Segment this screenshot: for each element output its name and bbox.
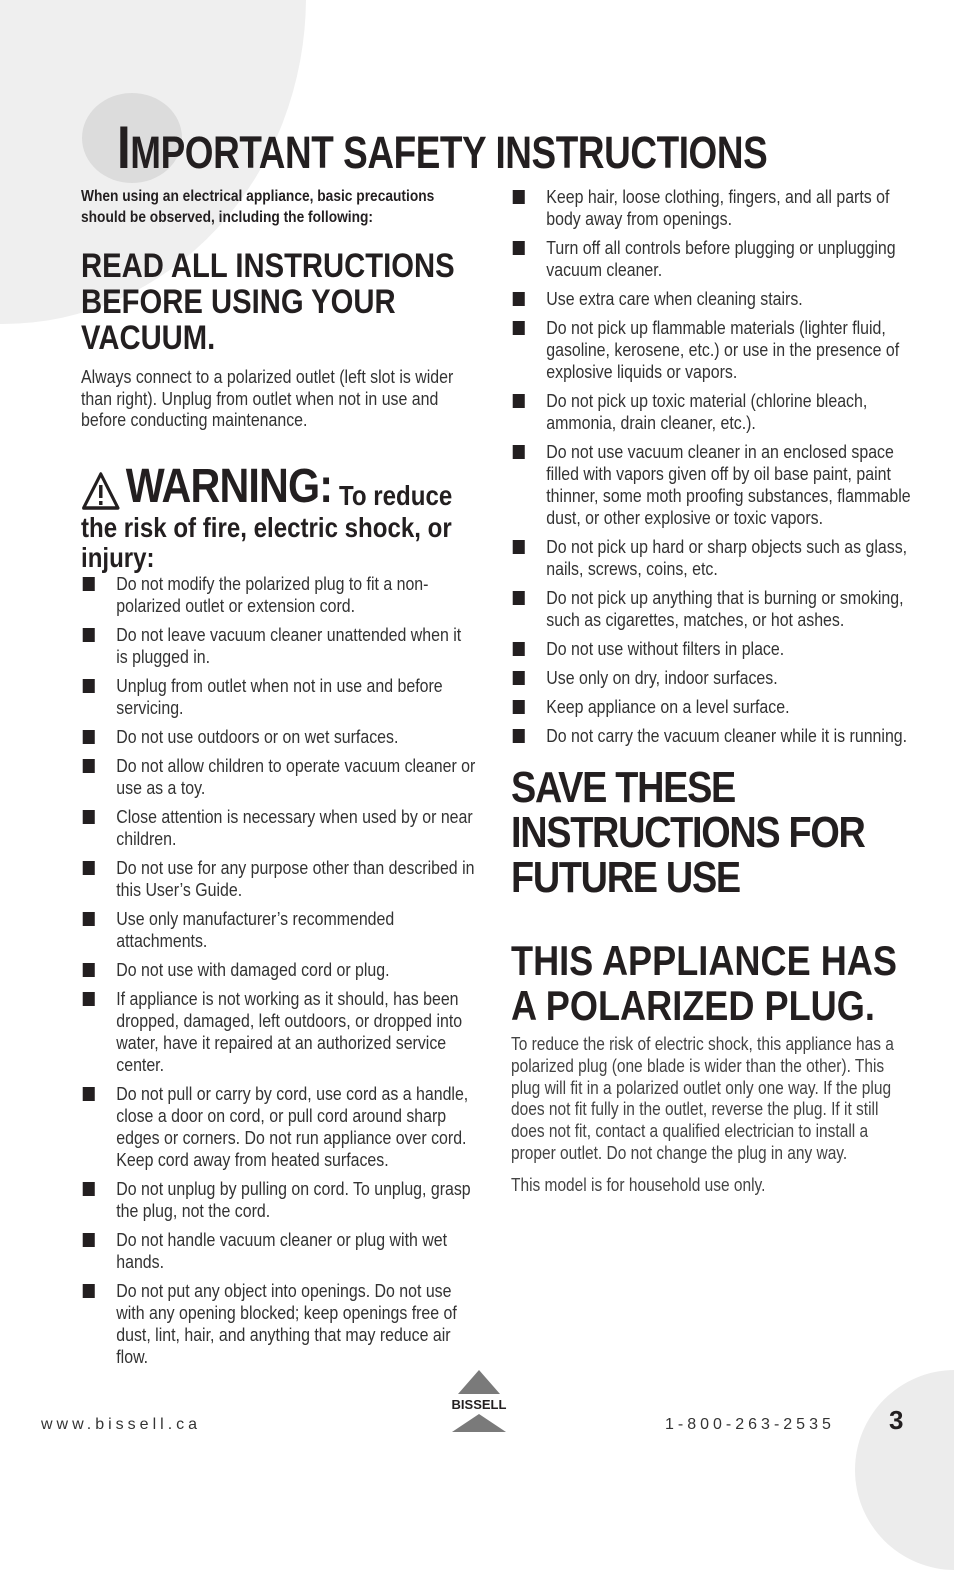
safety-item-text: Do not pick up toxic material (chlorine bleach, ammonia, drain cleaner, etc.). (546, 390, 868, 433)
safety-item-text: Use only manufacturer’s recommended attachments. (116, 907, 395, 951)
left-safety-list (81, 573, 477, 1368)
page-title (117, 114, 768, 181)
square-bullet-icon (513, 540, 525, 554)
safety-item-text: Do not handle vacuum cleaner or plug with wet hands. (116, 1228, 448, 1272)
safety-item-text: Unplug from outlet when not in use and before servicing. (116, 674, 443, 718)
bissell-logo (436, 1368, 522, 1438)
safety-item-text: Do not pick up flammable materials (lighter fluid, gasoline, kerosene, etc.) or use in the presence of explosive liquids or vapors. (546, 317, 900, 382)
square-bullet-icon (83, 912, 95, 926)
warning-triangle-icon (81, 471, 121, 511)
square-bullet-icon (83, 730, 95, 744)
warning-lead: To reduce (338, 479, 453, 511)
safety-item-text: Do not pick up anything that is burning or smoking, such as cigarettes, matches, or hot ashes. (546, 587, 904, 630)
safety-list-item (81, 726, 477, 748)
safety-list-item (81, 857, 477, 901)
square-bullet-icon (83, 1182, 95, 1196)
square-bullet-icon (513, 394, 525, 408)
safety-list-item (511, 587, 911, 631)
safety-item-text: If appliance is not working as it should, has been dropped, damaged, left outdoors, or dropped into water, have it repaired at an authorized service center. (116, 987, 463, 1075)
warning-subtitle: the risk of fire, electric shock, or injury: (81, 511, 452, 573)
safety-list-item (511, 536, 911, 580)
safety-item-text: Use extra care when cleaning stairs. (546, 288, 803, 309)
left-column (81, 186, 476, 1375)
page-number: 3 (889, 1405, 904, 1435)
safety-item-text: Use only on dry, indoor surfaces. (546, 667, 778, 688)
square-bullet-icon (513, 292, 525, 306)
safety-item-text: Do not allow children to operate vacuum cleaner or use as a toy. (116, 754, 476, 798)
warning-label: WARNING: (125, 459, 333, 513)
safety-list-item (81, 573, 477, 617)
safety-item-text: Do not leave vacuum cleaner unattended when it is plugged in. (116, 623, 462, 667)
safety-item-text: Do not pull or carry by cord, use cord as a handle, close a door on cord, or pull cord around sharp edges or corners. Do not run appliance over cord. Keep cord away from heated surfaces. (116, 1082, 469, 1170)
polarized-outlet-note: Always connect to a polarized outlet (left slot is wider than right). Unplug from outlet when not in use and before conducting maintenance. (81, 366, 454, 430)
safety-list-item (81, 959, 477, 981)
polarized-plug-heading: THIS APPLIANCE HAS A POLARIZED PLUG. (511, 937, 897, 1029)
safety-list-item (511, 390, 911, 434)
save-instructions-heading: SAVE THESE INSTRUCTIONS FOR FUTURE USE (511, 763, 865, 902)
safety-item-text: Do not carry the vacuum cleaner while it is running. (546, 725, 908, 746)
safety-list-item (81, 1083, 477, 1171)
safety-item-text: Do not use without filters in place. (546, 638, 785, 659)
safety-list-item (511, 237, 911, 281)
safety-item-text: Close attention is necessary when used by or near children. (116, 805, 473, 849)
safety-list-item (81, 988, 477, 1076)
safety-item-text: Do not put any object into openings. Do not use with any opening blocked; keep openings free of dust, lint, hair, and anything that may reduce air flow. (116, 1279, 457, 1367)
square-bullet-icon (83, 577, 95, 591)
square-bullet-icon (513, 591, 525, 605)
safety-list-item (81, 1229, 477, 1273)
polarized-plug-text: To reduce the risk of electric shock, this appliance has a polarized plug (one blade is wider than the other). This plug will fit in a polarized outlet only one way. If the plug does not fit fully in the outlet, reverse the plug. If it still does not fit, contact a qualified electrician to install a proper outlet. Do not change the plug in any way. (511, 1034, 894, 1163)
safety-list-item (81, 1178, 477, 1222)
safety-list-item (511, 696, 911, 718)
square-bullet-icon (83, 628, 95, 642)
safety-list-item (511, 186, 911, 230)
safety-list-item (511, 725, 911, 747)
square-bullet-icon (83, 759, 95, 773)
safety-list-item (511, 288, 911, 310)
square-bullet-icon (83, 992, 95, 1006)
square-bullet-icon (513, 241, 525, 255)
square-bullet-icon (83, 861, 95, 875)
safety-item-text: Do not use outdoors or on wet surfaces. (116, 725, 399, 747)
page-number-circle (855, 1370, 954, 1570)
safety-list-item (81, 806, 477, 850)
square-bullet-icon (513, 190, 525, 204)
warning-heading (81, 459, 477, 513)
square-bullet-icon (83, 679, 95, 693)
safety-item-text: Do not unplug by pulling on cord. To unplug, grasp the plug, not the cord. (116, 1177, 471, 1221)
square-bullet-icon (83, 1233, 95, 1247)
safety-item-text: Turn off all controls before plugging or unplugging vacuum cleaner. (546, 237, 896, 280)
safety-item-text: Do not pick up hard or sharp objects such as glass, nails, screws, coins, etc. (546, 536, 908, 579)
safety-item-text: Do not modify the polarized plug to fit a non-polarized outlet or extension cord. (116, 572, 429, 616)
safety-list-item (511, 441, 911, 529)
square-bullet-icon (83, 1087, 95, 1101)
square-bullet-icon (83, 963, 95, 977)
safety-list-item (81, 755, 477, 799)
read-instructions-heading: READ ALL INSTRUCTIONS BEFORE USING YOUR VACUUM. (81, 247, 455, 357)
right-column (511, 186, 911, 1197)
title-drop-cap: I (117, 114, 131, 181)
square-bullet-icon (513, 700, 525, 714)
safety-item-text: Keep appliance on a level surface. (546, 696, 790, 717)
website-url[interactable]: www.bissell.ca (41, 1416, 202, 1433)
safety-list-item (81, 675, 477, 719)
safety-list-item (511, 317, 911, 383)
safety-item-text: Keep hair, loose clothing, fingers, and all parts of body away from openings. (546, 186, 890, 229)
square-bullet-icon (513, 729, 525, 743)
safety-list-item (81, 1280, 477, 1368)
square-bullet-icon (513, 445, 525, 459)
warning-block (81, 459, 477, 573)
safety-item-text: Do not use vacuum cleaner in an enclosed space filled with vapors given off by oil base paint, paint thinner, some moth proofing substances, flammable dust, or other explosive or toxic vapors. (546, 441, 911, 528)
phone-number: 1-800-263-2535 (665, 1416, 835, 1433)
square-bullet-icon (83, 1284, 95, 1298)
safety-list-item (511, 638, 911, 660)
square-bullet-icon (513, 321, 525, 335)
square-bullet-icon (513, 671, 525, 685)
logo-text: BISSELL (451, 1397, 507, 1412)
intro-text: When using an electrical appliance, basic precautions should be observed, including the following: (81, 188, 435, 226)
safety-item-text: Do not use with damaged cord or plug. (116, 958, 390, 980)
square-bullet-icon (83, 810, 95, 824)
safety-item-text: Do not use for any purpose other than described in this User’s Guide. (116, 856, 475, 900)
safety-list-item (511, 667, 911, 689)
right-safety-list (511, 186, 911, 747)
safety-list-item (81, 624, 477, 668)
title-rest: MPORTANT SAFETY INSTRUCTIONS (130, 127, 768, 178)
safety-list-item (81, 908, 477, 952)
household-use-note: This model is for household use only. (511, 1174, 766, 1195)
square-bullet-icon (513, 642, 525, 656)
